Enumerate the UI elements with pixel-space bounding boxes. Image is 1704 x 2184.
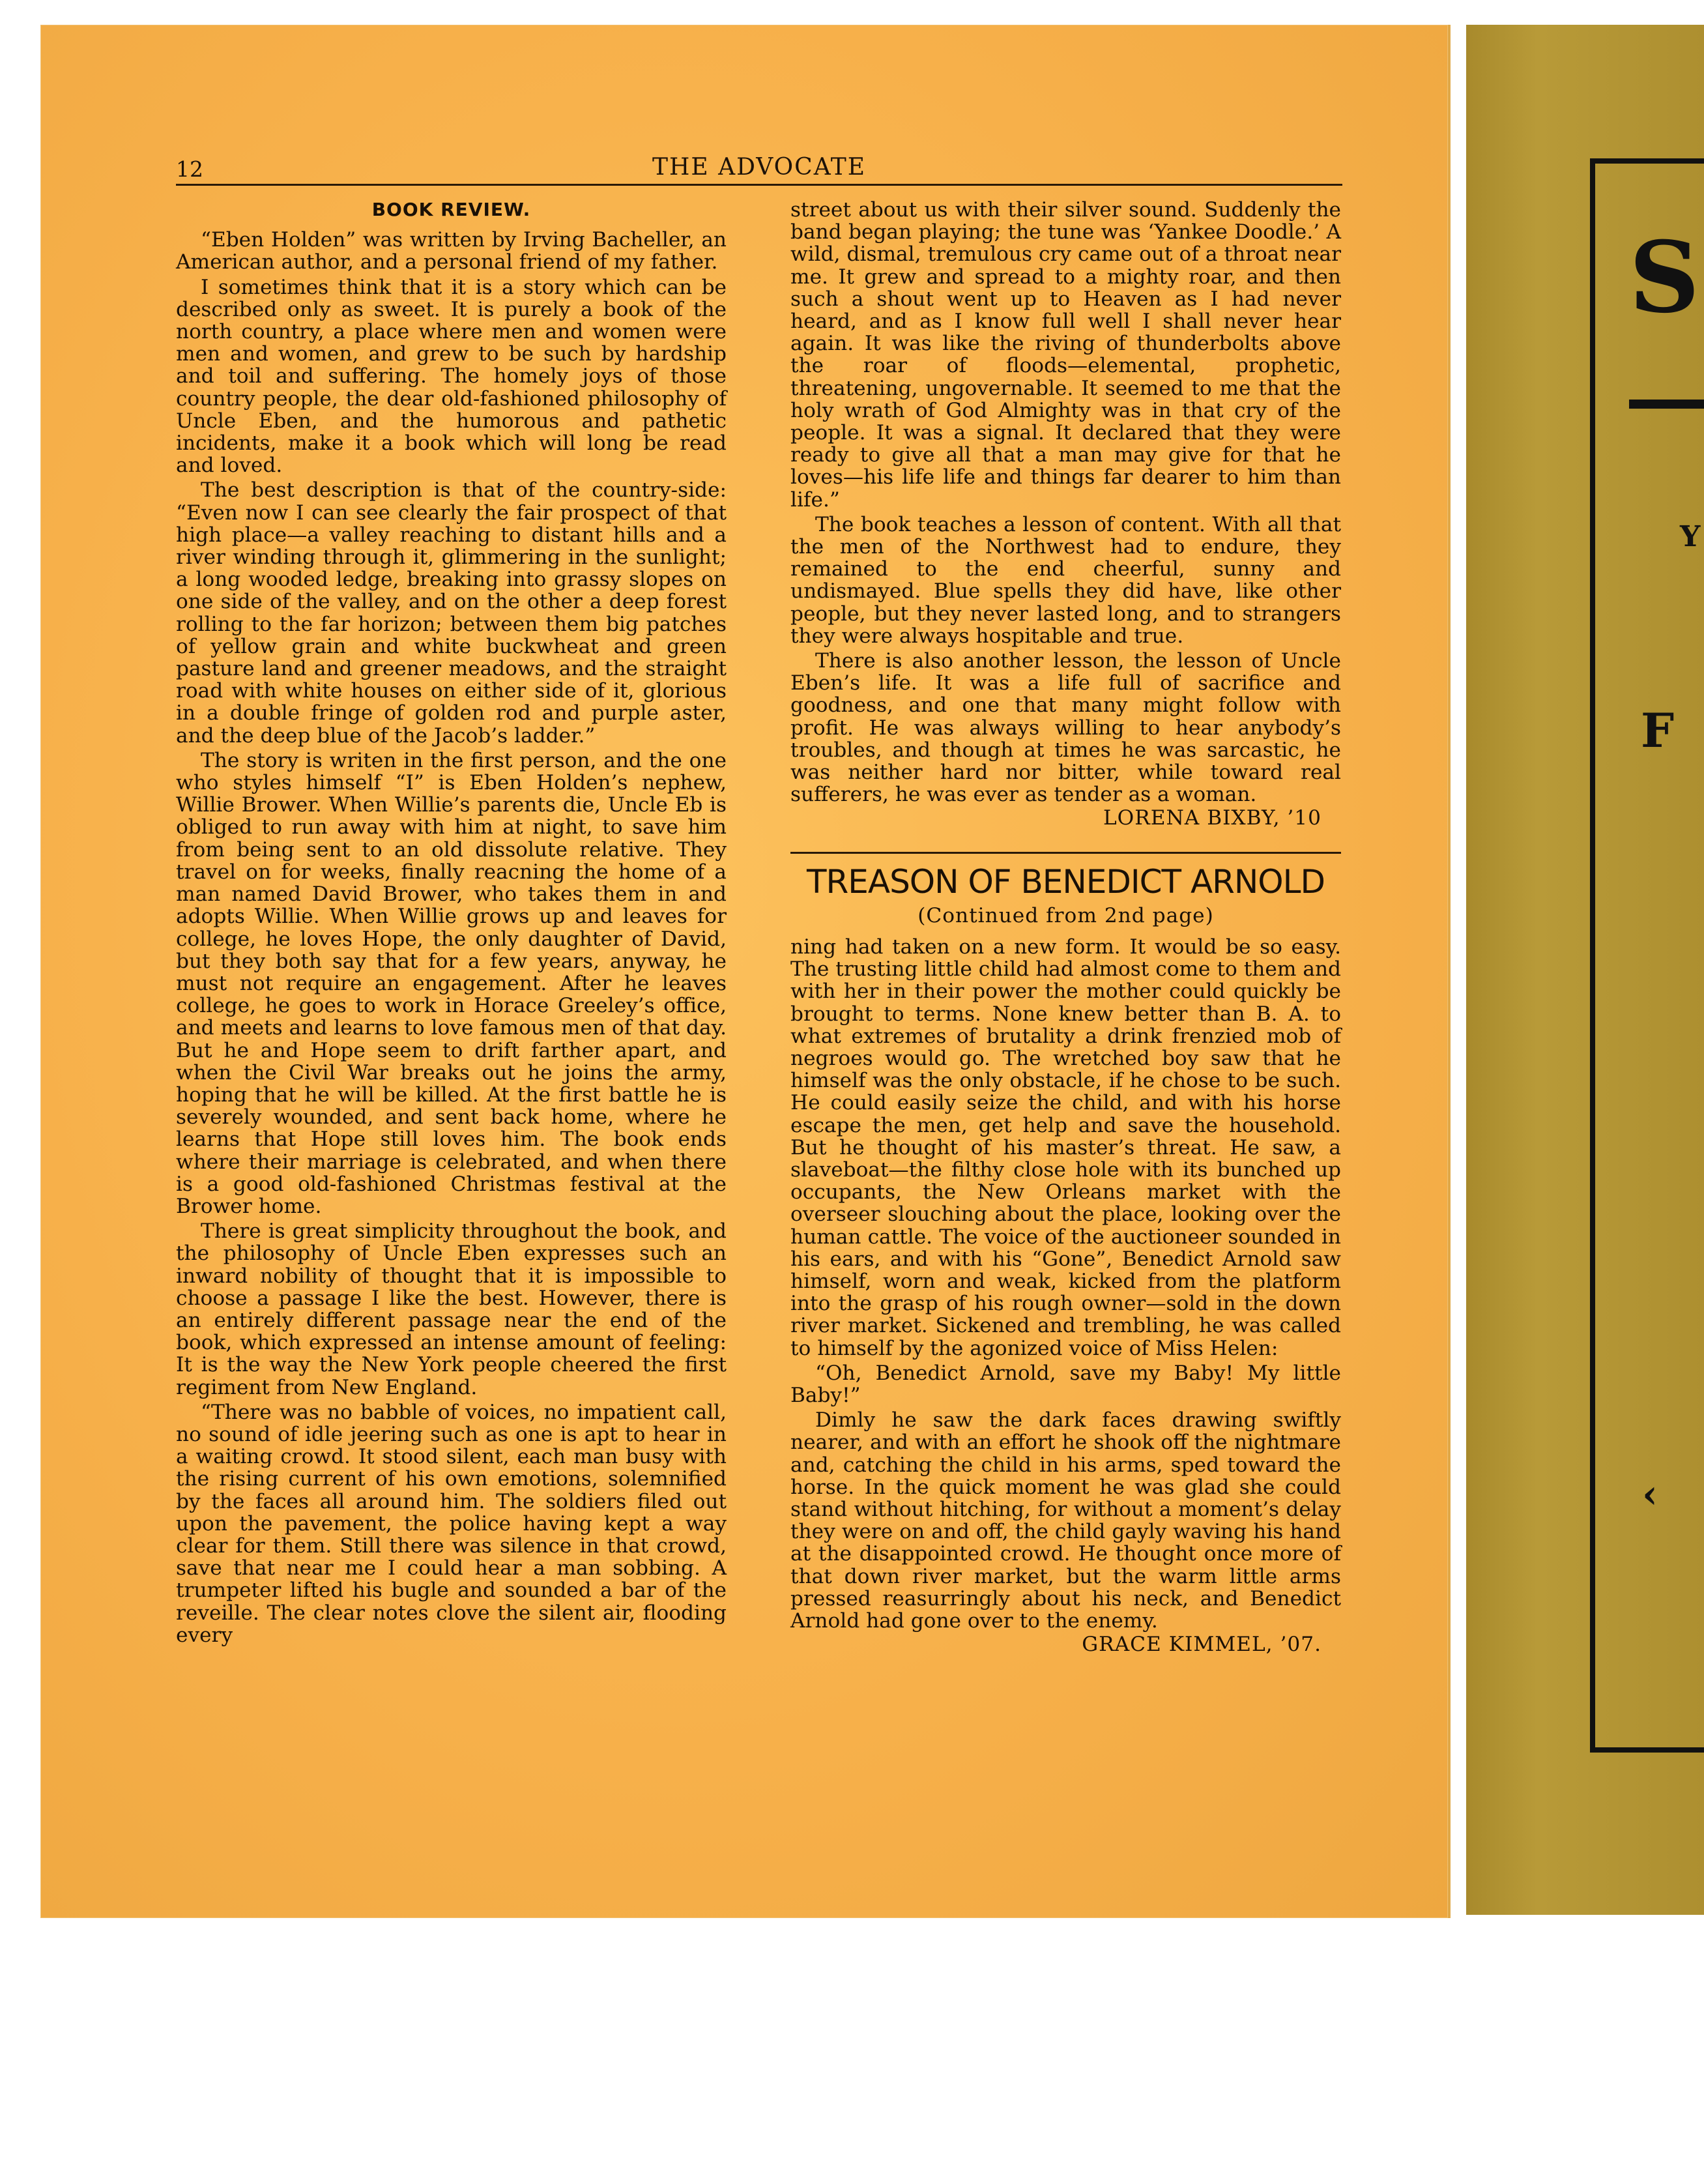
adjacent-page-letter-fragment: F [1641, 703, 1675, 758]
book-review-quote-continuation: street about us with their silver sound. Suddenly the band began playing; the tune was ‘Yankee Doodle.’ A wild, dismal, tremulous cry came out of a throat near me. It grew and spread to a mighty roar, and then such a shout went up to Heaven as I had never heard, and as I know full well I shall never hear again. It was like the riving of thunderbolts above the roar of floods—elemental, prophetic, threatening, ungovernable. It seemed to me that the holy wrath of God Almighty was in that cry of the people. It was a signal. It declared that they were ready to give all that a man may give for that he loves—his life life and things far dearer to him than life.” [790, 198, 1341, 512]
book-review-paragraph: The best description is that of the country-side: “Even now I can see clearly the fair prospect of that high place—a valley reaching to distant hills and a river winding through it, glimmering in the sunlight; a long wooded ledge, breaking into grassy slopes on one side of the valley, and on the other a deep forest rolling to the far horizon; between them big patches of yellow grain and white buckwheat and green pasture land and greener meadows, and the straight road with white houses on either side of it, glorious in a double fringe of golden rod and purple aster, and the deep blue of the Jacob’s ladder.” [176, 478, 727, 748]
page-number: 12 [176, 156, 203, 182]
book-review-paragraph: The story is writen in the first person, and the one who styles himself “I” is Eben Holden’s nephew, Willie Brower. When Willie’s parents die, Uncle Eb is obliged to run away with him at night, to save him from being sent to an old dissolute relative. They travel on for weeks, finally reacning the home of a man named David Brower, who takes them in and adopts Willie. When Willie grows up and leaves for college, he loves Hope, the only daughter of David, but they both say that for a few years, anyway, he must not require an engagement. After he leaves college, he goes to work in Horace Greeley’s office, and meets and learns to love famous men of that day. But he and Hope seem to drift farther apart, and when the Civil War breaks out he joins the army, hoping that he will be killed. At the first battle he is severely wounded, and sent back home, where he learns that Hope still loves him. The book ends where their marriage is celebrated, and when there is a good old-fashioned Christmas festival at the Brower home. [176, 748, 727, 1218]
treason-paragraph: ning had taken on a new form. It would be so easy. The trusting little child had almost come to them and with her in their power the mother could quickly be brought to terms. None knew better than B. A. to what extremes of brutality a drink frenzied mob of negroes would go. The wretched boy saw that he himself was the only obstacle, if he chose to be such. He could easily seize the child, and with his horse escape the men, get help and save the household. But he thought of his master’s threat. He saw, a slaveboat—the filthy close hole with its bunched up occupants, the New Orleans market with the overseer slouching about the place, looking over the human cattle. The voice of the auctioneer sounded in his ears, and with his “Gone”, Benedict Arnold saw himself, worn and weak, kicked from the platform into the grasp of his rough owner—sold in the down river market. Sickened and trembling, he was called to himself by the agonized voice of Miss Helen: [790, 935, 1341, 1360]
book-review-title: BOOK REVIEW. [371, 199, 531, 220]
treason-title: TREASON OF BENEDICT ARNOLD [806, 862, 1325, 901]
left-column [176, 199, 727, 1646]
book-review-quote-paragraph: “There was no babble of voices, no impatient call, no sound of idle jeering such as one is apt to hear in a waiting crowd. It stood silent, each man busy with the rising current of his own emotions, solemnified by the faces all around him. The soldiers filed out upon the pavement, the police having kept a way clear for them. Still there was silence in that crowd, save that near me I could hear a man sobbing. A trumpeter lifted his bugle and sounded a bar of the reveille. The clear notes clove the silent air, flooding every [176, 1400, 727, 1647]
treason-paragraph: “Oh, Benedict Arnold, save my Baby! My little Baby!” [790, 1361, 1341, 1407]
book-review-paragraph: There is great simplicity throughout the book, and the philosophy of Uncle Eben expresses such an inward nobility of thought that it is impossible to choose a passage I like the best. However, there is an entirely different passage near the end of the book, which expressed an intense amount of feeling: It is the way the New York people cheered the first regiment from New England. [176, 1219, 727, 1399]
adjacent-page-letter-fragment: ‹ [1642, 1472, 1658, 1517]
adjacent-page-edge [1466, 25, 1704, 1915]
section-divider [790, 852, 1341, 854]
adjacent-page-letter-fragment: S [1629, 220, 1700, 335]
treason-subtitle: (Continued from 2nd page) [917, 903, 1214, 927]
adjacent-page-letter-fragment: Y [1680, 520, 1701, 553]
page-header [176, 145, 1342, 186]
right-column [790, 199, 1341, 1655]
book-review-paragraph: There is also another lesson, the lesson of Uncle Eben’s life. It was a life full of sacrifice and goodness, and one that many might follow with profit. He was always willing to hear anybody’s troubles, and though at times he was sarcastic, he was neither hard nor bitter, while toward real sufferers, he was ever as tender as a woman. [790, 649, 1341, 807]
adjacent-page-rule [1629, 400, 1704, 409]
book-review-paragraph: The book teaches a lesson of content. With all that the men of the Northwest had to endure, they remained to the end cheerful, sunny and undismayed. Blue spells they did have, like other people, but they never lasted long, and to strangers they were always hospitable and true. [790, 512, 1341, 648]
masthead: THE ADVOCATE [652, 154, 867, 181]
book-review-paragraph: “Eben Holden” was written by Irving Bacheller, an American author, and a personal friend of my father. [176, 228, 727, 274]
treason-paragraph: Dimly he saw the dark faces drawing swiftly nearer, and with an effort he shook off the nightmare and, catching the child in his arms, sped toward the horse. In the quick moment he was glad she could stand without hitching, for without a moment’s delay they were on and off, the child gayly waving his hand at the disappointed crowd. He thought once more of that down river market, but the warm little arms pressed reasurringly about his neck, and Benedict Arnold had gone over to the enemy. [790, 1408, 1341, 1633]
treason-author: GRACE KIMMEL, ’07. [1082, 1633, 1321, 1657]
book-review-paragraph: I sometimes think that it is a story which can be described only as sweet. It is purely a book of the north country, a place where men and women were men and women, and grew to be such by hardship and toil and suffering. The homely joys of those country people, the dear old-fashioned philosophy of Uncle Eben, and the humorous and pathetic incidents, make it a book which will long be read and loved. [176, 275, 727, 478]
book-review-author: LORENA BIXBY, ’10 [1103, 806, 1321, 830]
